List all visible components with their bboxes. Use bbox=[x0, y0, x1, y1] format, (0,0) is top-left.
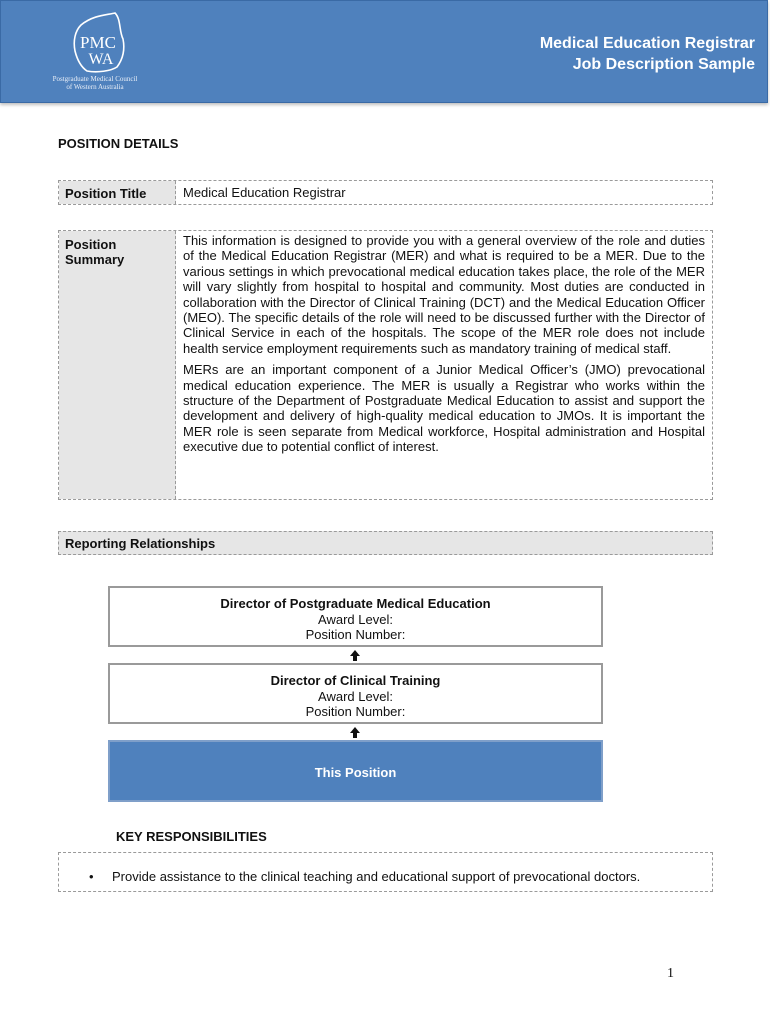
position-summary-row bbox=[58, 230, 713, 500]
org-box-position-number: Position Number: bbox=[305, 704, 406, 719]
org-box-position-number: Position Number: bbox=[305, 627, 406, 642]
arrow-up-icon bbox=[349, 727, 361, 739]
org-box-award: Award Level: bbox=[318, 611, 393, 627]
position-summary-label: Position Summary bbox=[59, 231, 176, 499]
title-line-1: Medical Education Registrar bbox=[539, 35, 755, 52]
key-responsibilities-heading: KEY RESPONSIBILITIES bbox=[116, 829, 267, 844]
position-title-label: Position Title bbox=[59, 181, 176, 204]
org-box-name: Director of Postgraduate Medical Education bbox=[220, 596, 491, 611]
org-box-award: Award Level: bbox=[318, 688, 393, 704]
summary-paragraph-2: MERs are an important component of a Junior Medical Officer’s (JMO) prevocational medical education experience. The MER is usually a Registrar who works within the structure of the Department of Postgraduate Medical Education to assist and support the development and delivery of high-quality medical education to JMOs. It is important the MER role is seen separate from Medical workforce, Hospital administration and Hospital executive due to potential conflict of interest. bbox=[183, 362, 705, 455]
position-title-value: Medical Education Registrar bbox=[183, 185, 346, 200]
title-line-2: Job Description Sample bbox=[572, 56, 755, 73]
org-box-this-position: This Position bbox=[108, 740, 603, 802]
position-details-heading: POSITION DETAILS bbox=[58, 136, 179, 151]
position-title-row bbox=[58, 180, 713, 205]
arrow-up-icon bbox=[349, 650, 361, 662]
list-item-bullet: • bbox=[89, 869, 94, 884]
position-summary-text bbox=[176, 231, 712, 499]
logo-wa-text: WA bbox=[88, 51, 114, 68]
list-item: Provide assistance to the clinical teaching and educational support of prevocational doctors. bbox=[112, 869, 641, 884]
org-box-director-clinical-training bbox=[108, 663, 603, 724]
logo-org-name: Postgraduate Medical Council of Western Australia bbox=[52, 75, 138, 91]
org-box-director-pme bbox=[108, 586, 603, 647]
page-number: 1 bbox=[667, 966, 674, 981]
reporting-relationships-heading: Reporting Relationships bbox=[58, 531, 713, 555]
org-box-name: Director of Clinical Training bbox=[270, 673, 441, 688]
key-responsibilities-list bbox=[58, 852, 713, 892]
document-title bbox=[540, 33, 755, 75]
summary-paragraph-1: This information is designed to provide you with a general overview of the role and duties of the Medical Education Registrar (MER) and what is required to be a MER. Due to the various settings in which prevocational medical education takes place, the role of the MER will vary slightly from hospital to hospital and community. Most duties are conducted in collaboration with the Director of Clinical Training (DCT) and the Medical Education Officer (MEO). The specific details of the role will need to be discussed further with the Director of Clinical Service in each of the hospitals. The scope of the MER role does not include health service employment requirements such as mandatory training of medical staff. bbox=[183, 233, 705, 356]
logo-pmc-text: PMC bbox=[80, 33, 116, 52]
header-banner bbox=[0, 0, 768, 103]
